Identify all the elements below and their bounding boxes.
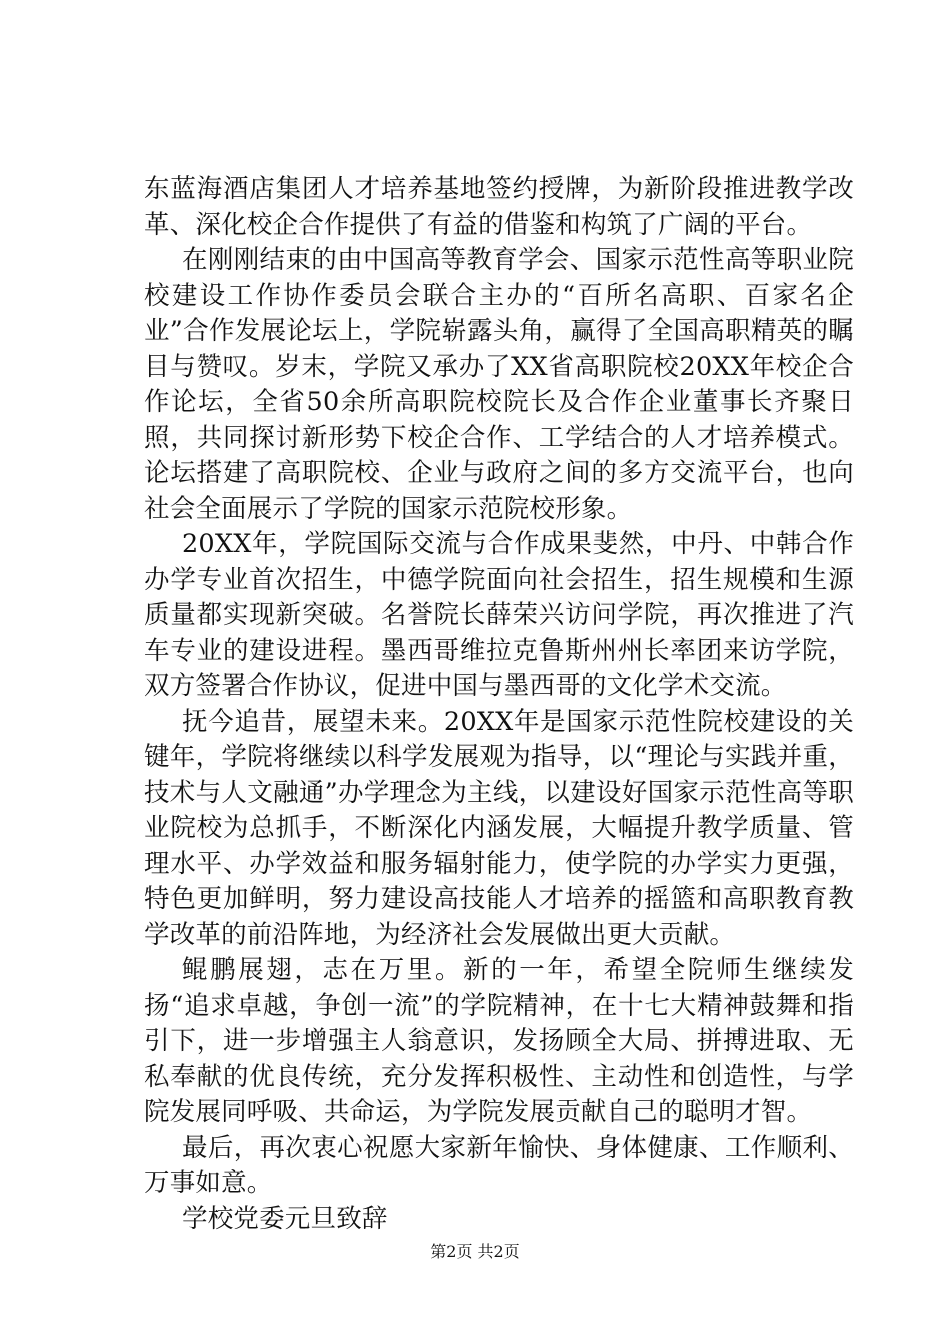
paragraph-continuation: 东蓝海酒店集团人才培养基地签约授牌，为新阶段推进教学改革、深化校企合作提供了有益的借鉴和构筑了广阔的平台。	[144, 174, 854, 240]
paragraph-international: 20XX年，学院国际交流与合作成果斐然，中丹、中韩合作办学专业首次招生，中德学院面向社会招生，招生规模和生源质量都实现新突破。名誉院长薛荣兴访问学院，再次推进了汽车专业的建设进程。墨西哥维拉克鲁斯州州长率团来访学院，双方签署合作协议，促进中国与墨西哥的文化学术交流。	[144, 529, 854, 701]
paragraph-wishes: 最后，再次衷心祝愿大家新年愉快、身体健康、工作顺利、万事如意。	[144, 1132, 854, 1198]
page-number-footer: 第2页 共2页	[430, 1242, 520, 1261]
paragraph-outlook: 抚今追昔，展望未来。20XX年是国家示范性院校建设的关键年，学院将继续以科学发展观为指导，以“理论与实践并重，技术与人文融通”办学理念为主线，以建设好国家示范性高等职业院校为总抓手，不断深化内涵发展，大幅提升教学质量、管理水平、办学效益和服务辐射能力，使学院的办学实力更强，特色更加鲜明，努力建设高技能人才培养的摇篮和高职教育教学改革的前沿阵地，为经济社会发展做出更大贡献。	[144, 706, 854, 950]
document-body	[144, 172, 854, 1237]
paragraph-forum: 在刚刚结束的由中国高等教育学会、国家示范性高等职业院校建设工作协作委员会联合主办的“百所名高职、百家名企业”合作发展论坛上，学院崭露头角，赢得了全国高职精英的瞩目与赞叹。岁末，学院又承办了XX省高职院校20XX年校企合作论坛，全省50余所高职院校院长及合作企业董事长齐聚日照，共同探讨新形势下校企合作、工学结合的人才培养模式。论坛搭建了高职院校、企业与政府之间的多方交流平台，也向社会全面展示了学院的国家示范院校形象。	[144, 245, 854, 524]
paragraph-aspiration: 鲲鹏展翅，志在万里。新的一年，希望全院师生继续发扬“追求卓越，争创一流”的学院精神，在十七大精神鼓舞和指引下，进一步增强主人翁意识，发扬顾全大局、拼搏进取、无私奉献的优良传统，充分发挥积极性、主动性和创造性，与学院发展同呼吸、共命运，为学院发展贡献自己的聪明才智。	[144, 955, 854, 1127]
signature-line: 学校党委元旦致辞	[182, 1203, 388, 1234]
